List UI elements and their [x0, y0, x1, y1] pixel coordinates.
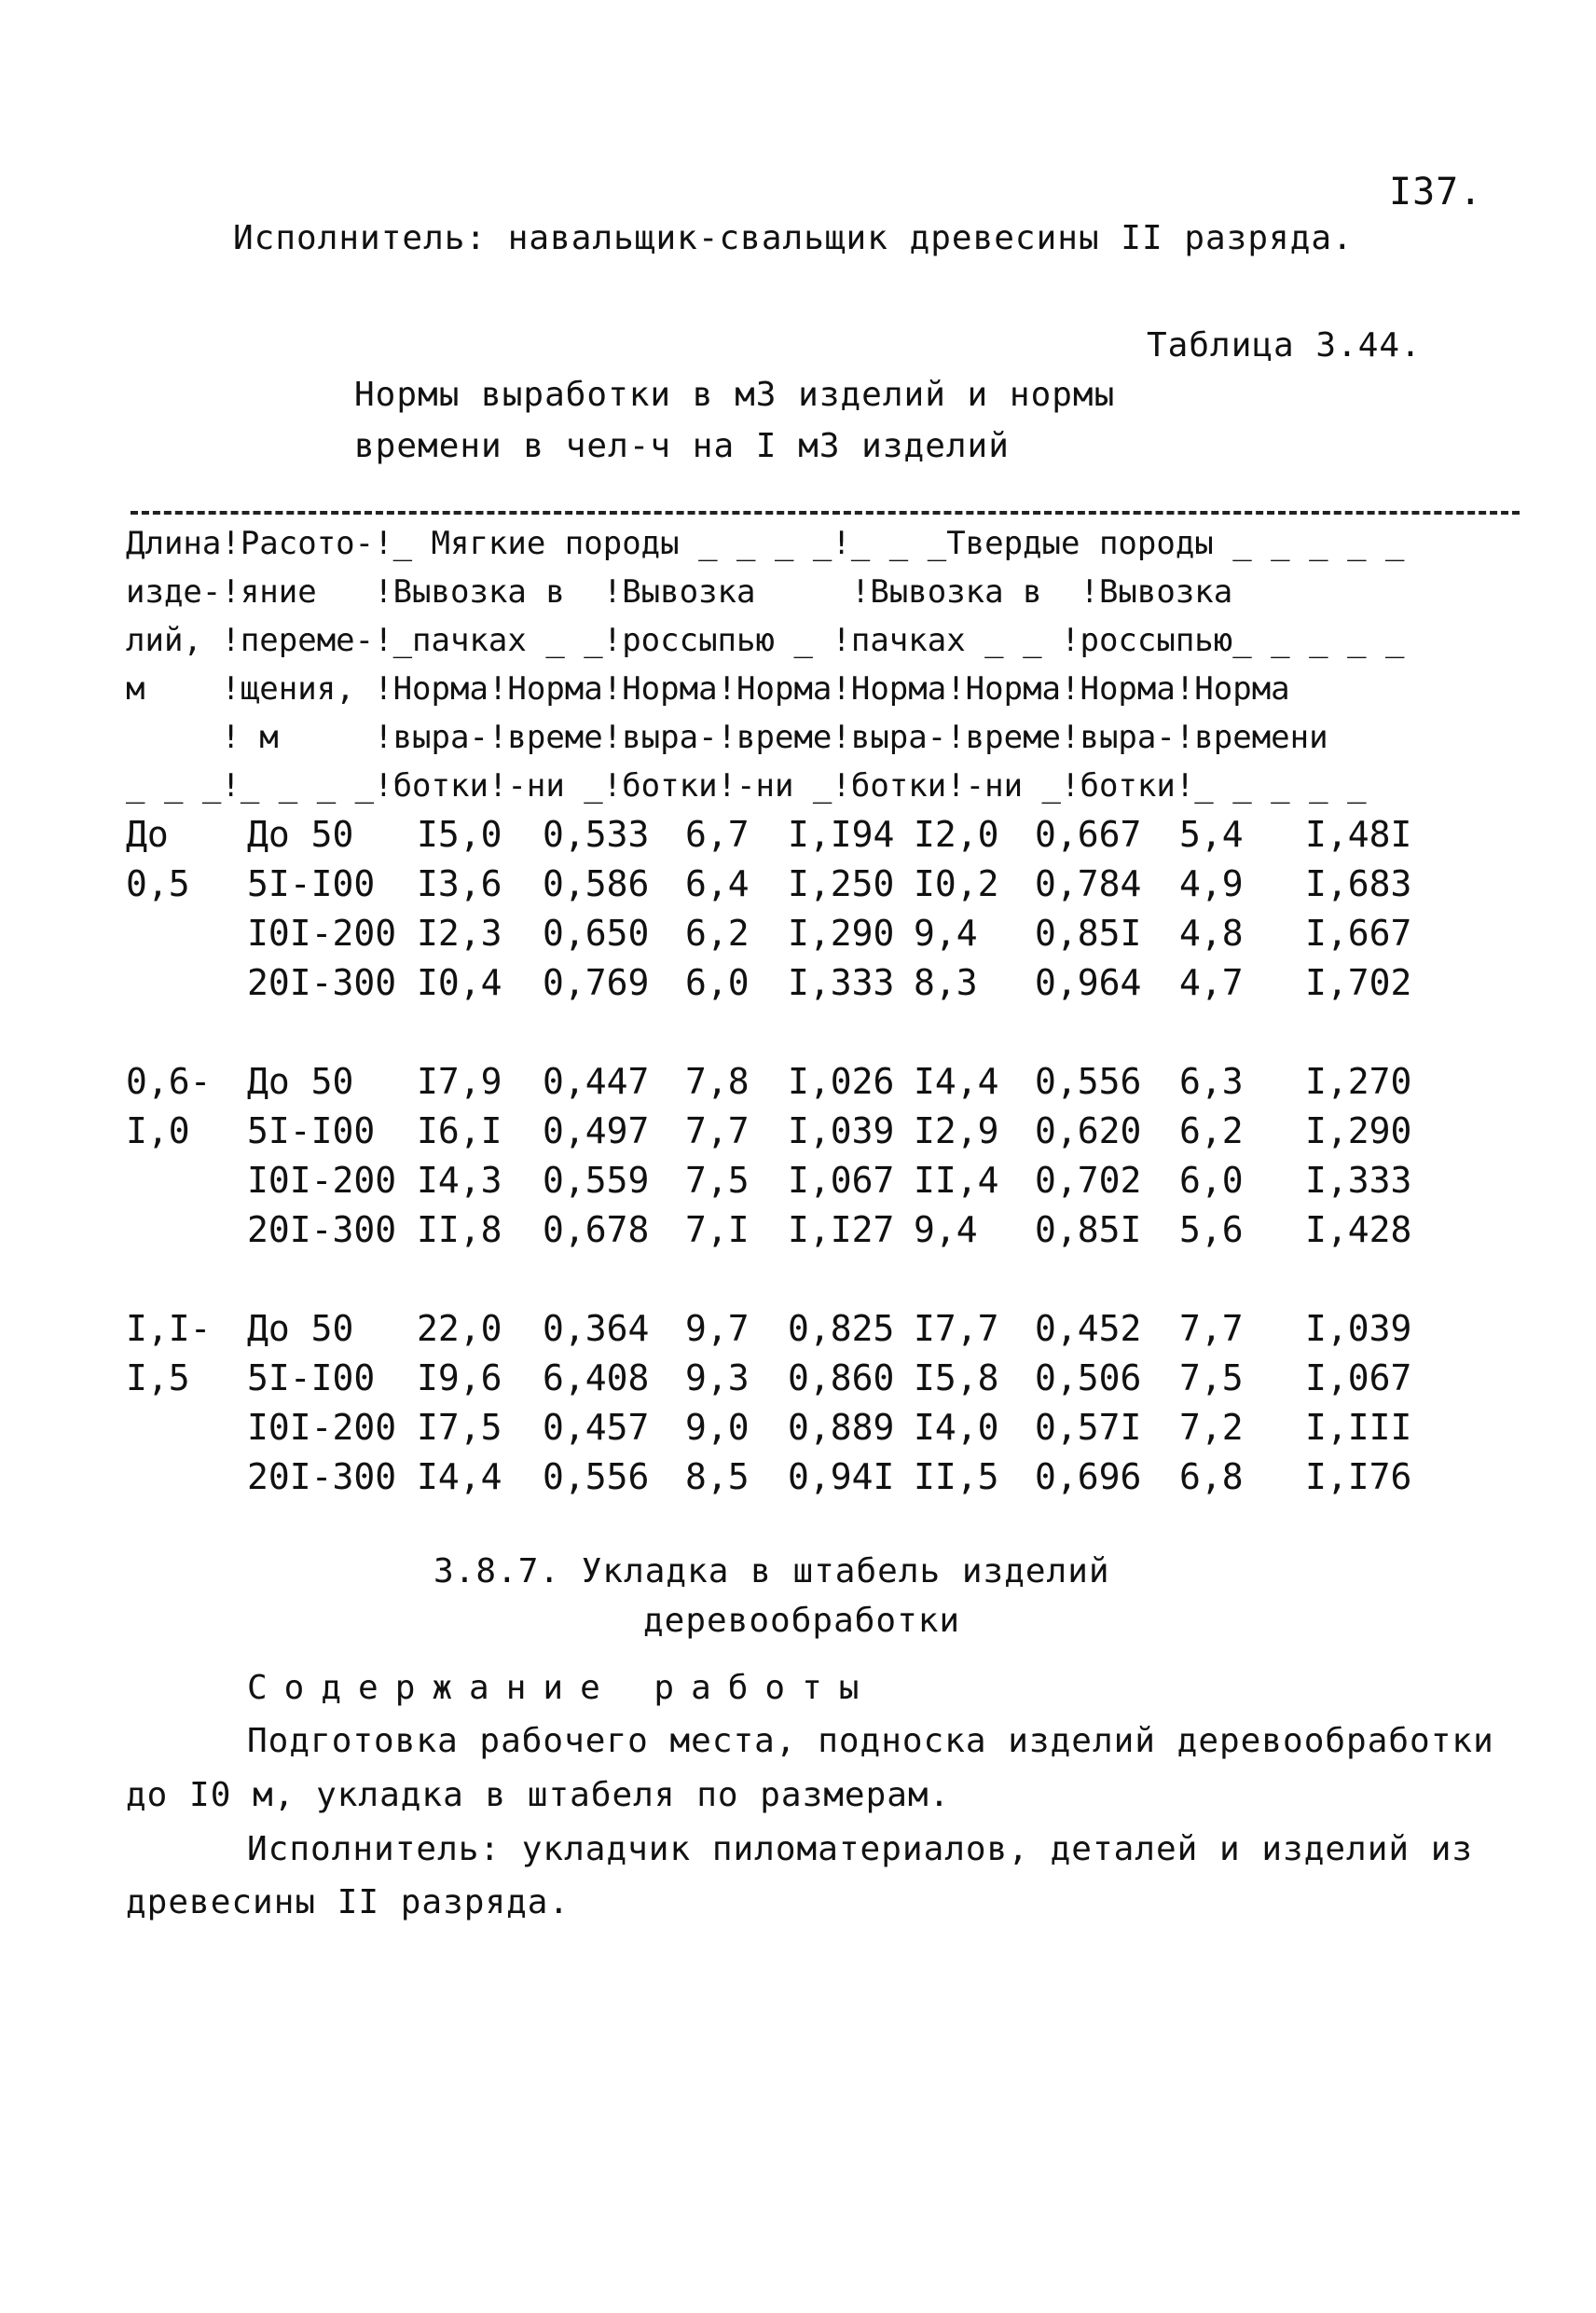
distance-cell: 5I-I00 [247, 1110, 376, 1151]
norm-cell: 0,556 [543, 1456, 650, 1497]
norm-cell: 0,506 [1035, 1357, 1142, 1398]
norm-cell: 0,769 [543, 962, 650, 1003]
norm-cell: 0,94I [788, 1456, 895, 1497]
table-header-row: м !щения, !Норма!Норма!Норма!Норма!Норма!Норма!Норма!Норма [126, 670, 1290, 708]
norm-cell: I6,I [417, 1110, 502, 1151]
norm-cell: 0,620 [1035, 1110, 1142, 1151]
section-title-line1: 3.8.7. Укладка в штабель изделий [433, 1552, 1110, 1590]
norm-cell: I,III [1305, 1407, 1412, 1448]
norm-cell: I,067 [1305, 1357, 1412, 1398]
norm-cell: 9,7 [685, 1308, 750, 1349]
norm-cell: 5,6 [1179, 1209, 1244, 1250]
norm-cell: I7,5 [417, 1407, 502, 1448]
executor-bottom-line1: Исполнитель: укладчик пиломатериалов, деталей и изделий из [247, 1830, 1474, 1868]
norm-cell: 6,4 [685, 863, 750, 904]
norm-cell: 9,4 [914, 1209, 978, 1250]
norm-cell: 0,457 [543, 1407, 650, 1448]
executor-top: Исполнитель: навальщик-свальщик древесины II разряда. [233, 219, 1354, 257]
norm-cell: 4,7 [1179, 962, 1244, 1003]
norm-cell: 0,556 [1035, 1061, 1142, 1102]
norm-cell: 0,678 [543, 1209, 650, 1250]
norm-cell: I5,0 [417, 814, 502, 855]
distance-cell: I0I-200 [247, 1407, 397, 1448]
norm-cell: I7,9 [417, 1061, 502, 1102]
table-title-line2: времени в чел-ч на I м3 изделий [354, 427, 1010, 465]
distance-cell: 5I-I00 [247, 1357, 376, 1398]
norm-cell: 0,447 [543, 1061, 650, 1102]
norm-cell: I,039 [788, 1110, 895, 1151]
norm-cell: 8,3 [914, 962, 978, 1003]
length-label: I,0 [126, 1110, 190, 1151]
norm-cell: I0,4 [417, 962, 502, 1003]
norm-cell: I9,6 [417, 1357, 502, 1398]
norm-cell: I,067 [788, 1160, 895, 1201]
norm-cell: 0,85I [1035, 913, 1142, 954]
norm-cell: I2,0 [914, 814, 999, 855]
distance-cell: 20I-300 [247, 1456, 397, 1497]
norm-cell: 7,I [685, 1209, 750, 1250]
norm-cell: 9,3 [685, 1357, 750, 1398]
norm-cell: 8,5 [685, 1456, 750, 1497]
length-label: I,5 [126, 1357, 190, 1398]
norm-cell: I0,2 [914, 863, 999, 904]
norm-cell: I7,7 [914, 1308, 999, 1349]
norm-cell: I,270 [1305, 1061, 1412, 1102]
norm-cell: I5,8 [914, 1357, 999, 1398]
table-header-row: лий, !переме-!_пачках _ _!россыпью _ !пачках _ _ !россыпью_ _ _ _ _ [126, 622, 1405, 659]
norm-cell: 6,408 [543, 1357, 650, 1398]
table-header-row: _ _ _!_ _ _ _!ботки!-ни _!ботки!-ни _!ботки!-ни _!ботки!_ _ _ _ _ [126, 767, 1367, 805]
norm-cell: I,702 [1305, 962, 1412, 1003]
content-line2: до I0 м, укладка в штабеля по размерам. [126, 1776, 951, 1814]
content-line1: Подготовка рабочего места, подноска изделий деревообработки [247, 1722, 1494, 1760]
norm-cell: I,333 [788, 962, 895, 1003]
norm-cell: 0,559 [543, 1160, 650, 1201]
distance-cell: До 50 [247, 1061, 354, 1102]
norm-cell: I,290 [1305, 1110, 1412, 1151]
norm-cell: 5,4 [1179, 814, 1244, 855]
norm-cell: 6,2 [685, 913, 750, 954]
table-top-rule [131, 511, 1520, 515]
norm-cell: I2,3 [417, 913, 502, 954]
norm-cell: 7,5 [1179, 1357, 1244, 1398]
norm-cell: I,I76 [1305, 1456, 1412, 1497]
page-number: I37. [1389, 171, 1483, 213]
table-label: Таблица 3.44. [1147, 326, 1422, 365]
table-header-row: Длина!Расото-!_ Мягкие породы _ _ _ _!_ _ _Твердые породы _ _ _ _ _ [126, 525, 1405, 562]
norm-cell: 0,364 [543, 1308, 650, 1349]
section-title-line2: деревообработки [643, 1602, 961, 1640]
norm-cell: 0,586 [543, 863, 650, 904]
norm-cell: 0,85I [1035, 1209, 1142, 1250]
norm-cell: 9,0 [685, 1407, 750, 1448]
distance-cell: I0I-200 [247, 913, 397, 954]
norm-cell: 6,3 [1179, 1061, 1244, 1102]
distance-cell: 20I-300 [247, 1209, 397, 1250]
norm-cell: 22,0 [417, 1308, 502, 1349]
norm-cell: 6,0 [685, 962, 750, 1003]
norm-cell: I4,4 [914, 1061, 999, 1102]
norm-cell: I2,9 [914, 1110, 999, 1151]
norm-cell: I4,4 [417, 1456, 502, 1497]
norm-cell: 0,825 [788, 1308, 895, 1349]
norm-cell: 0,784 [1035, 863, 1142, 904]
norm-cell: I4,3 [417, 1160, 502, 1201]
norm-cell: 7,7 [1179, 1308, 1244, 1349]
norm-cell: I,039 [1305, 1308, 1412, 1349]
norm-cell: 6,0 [1179, 1160, 1244, 1201]
distance-cell: 5I-I00 [247, 863, 376, 904]
norm-cell: 0,497 [543, 1110, 650, 1151]
norm-cell: I,683 [1305, 863, 1412, 904]
norm-cell: 0,889 [788, 1407, 895, 1448]
norm-cell: 0,964 [1035, 962, 1142, 1003]
norm-cell: I4,0 [914, 1407, 999, 1448]
norm-cell: I,I27 [788, 1209, 895, 1250]
norm-cell: 7,2 [1179, 1407, 1244, 1448]
executor-bottom-line2: древесины II разряда. [126, 1883, 571, 1921]
length-label: До [126, 814, 169, 855]
norm-cell: I,667 [1305, 913, 1412, 954]
norm-cell: I,290 [788, 913, 895, 954]
norm-cell: I,250 [788, 863, 895, 904]
norm-cell: 4,8 [1179, 913, 1244, 954]
norm-cell: 0,667 [1035, 814, 1142, 855]
distance-cell: До 50 [247, 1308, 354, 1349]
norm-cell: 0,57I [1035, 1407, 1142, 1448]
norm-cell: 0,650 [543, 913, 650, 954]
norm-cell: II,5 [914, 1456, 999, 1497]
norm-cell: 0,696 [1035, 1456, 1142, 1497]
norm-cell: II,4 [914, 1160, 999, 1201]
norm-cell: 0,702 [1035, 1160, 1142, 1201]
norm-cell: I,48I [1305, 814, 1412, 855]
norm-cell: 0,452 [1035, 1308, 1142, 1349]
norm-cell: 7,5 [685, 1160, 750, 1201]
table-title-line1: Нормы выработки в м3 изделий и нормы [354, 376, 1116, 414]
norm-cell: I3,6 [417, 863, 502, 904]
norm-cell: 6,7 [685, 814, 750, 855]
length-label: 0,6- [126, 1061, 212, 1102]
distance-cell: До 50 [247, 814, 354, 855]
norm-cell: I,333 [1305, 1160, 1412, 1201]
norm-cell: 6,8 [1179, 1456, 1244, 1497]
distance-cell: 20I-300 [247, 962, 397, 1003]
table-header-row: ! м !выра-!време!выра-!време!выра-!време!выра-!времени [126, 719, 1328, 756]
content-heading: Содержание работы [247, 1669, 876, 1707]
norm-cell: II,8 [417, 1209, 502, 1250]
norm-cell: 4,9 [1179, 863, 1244, 904]
norm-cell: 7,8 [685, 1061, 750, 1102]
norm-cell: 7,7 [685, 1110, 750, 1151]
table-header-row: изде-!яние !Вывозка в !Вывозка !Вывозка в !Вывозка [126, 573, 1233, 611]
norm-cell: 9,4 [914, 913, 978, 954]
norm-cell: 0,533 [543, 814, 650, 855]
distance-cell: I0I-200 [247, 1160, 397, 1201]
length-label: 0,5 [126, 863, 190, 904]
norm-cell: 0,860 [788, 1357, 895, 1398]
norm-cell: I,428 [1305, 1209, 1412, 1250]
norm-cell: 6,2 [1179, 1110, 1244, 1151]
norm-cell: I,I94 [788, 814, 895, 855]
norm-cell: I,026 [788, 1061, 895, 1102]
length-label: I,I- [126, 1308, 212, 1349]
